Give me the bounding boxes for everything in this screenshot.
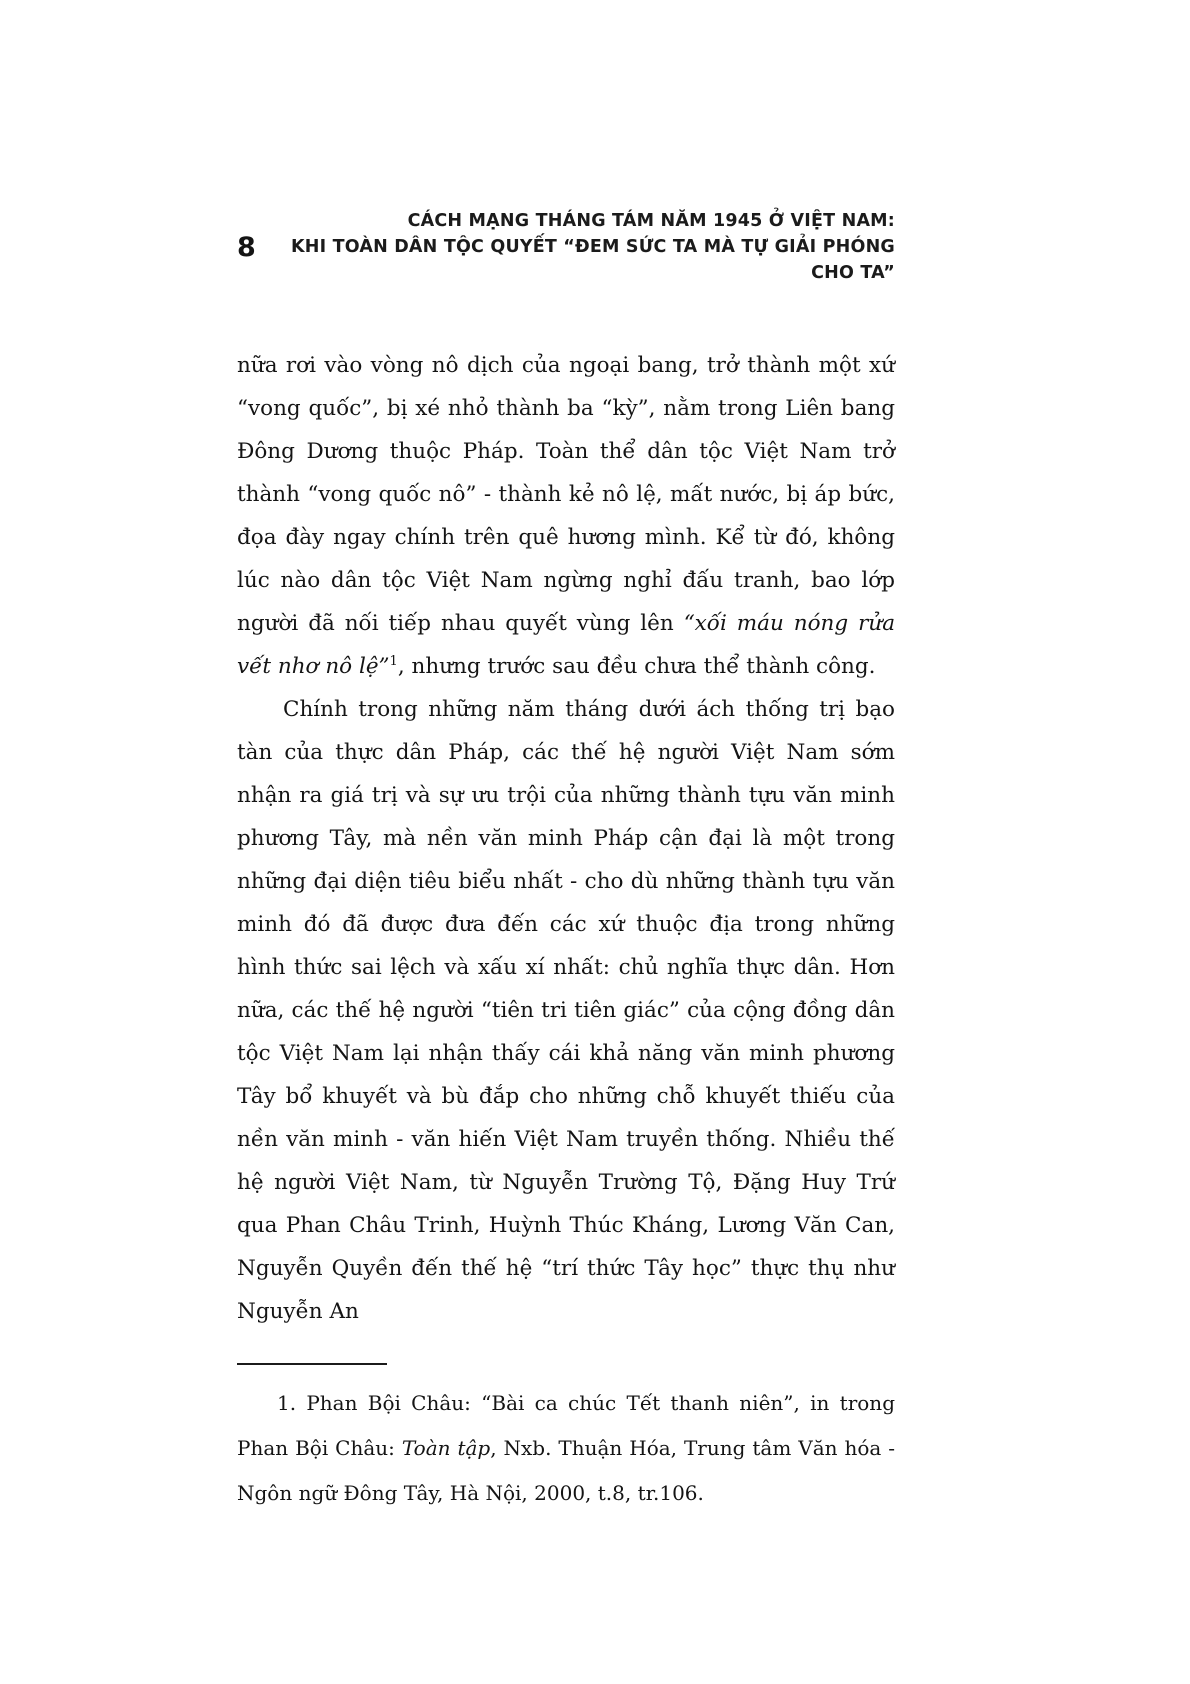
running-title [276,208,895,286]
footnote-text-end: , Nxb. Thuận Hóa, Trung tâm Văn hóa - Ngôn ngữ Đông Tây, Hà Nội, 2000, t.8, tr.106. [237,1436,895,1505]
footnote-separator [237,1363,387,1365]
page-number: 8 [237,231,256,263]
body-text [237,344,895,1333]
paragraph-1-text-end: , nhưng trước sau đều chưa thể thành công. [397,654,876,679]
running-title-line1: CÁCH MẠNG THÁNG TÁM NĂM 1945 Ở VIỆT NAM: [407,211,895,231]
running-title-line2: KHI TOÀN DÂN TỘC QUYẾT “ĐEM SỨC TA MÀ TỰ GIẢI PHÓNG CHO TA” [290,237,895,283]
italic-quote: “xối máu nóng rửa vết nhơ nô lệ” [237,611,896,679]
footnote [237,1381,895,1516]
paragraph-2: Chính trong những năm tháng dưới ách thống trị bạo tàn của thực dân Pháp, các thế hệ người Việt Nam sớm nhận ra giá trị và sự ưu trội của những thành tựu văn minh phương Tây, mà nền văn minh Pháp cận đại là một trong những đại diện tiêu biểu nhất - cho dù những thành tựu văn minh đó đã được đưa đến các xứ thuộc địa trong những hình thức sai lệch và xấu xí nhất: chủ nghĩa thực dân. Hơn nữa, các thế hệ người “tiên tri tiên giác” của cộng đồng dân tộc Việt Nam lại nhận thấy cái khả năng văn minh phương Tây bổ khuyết và bù đắp cho những chỗ khuyết thiếu của nền văn minh - văn hiến Việt Nam truyền thống. Nhiều thế hệ người Việt Nam, từ Nguyễn Trường Tộ, Đặng Huy Trứ qua Phan Châu Trinh, Huỳnh Thúc Kháng, Lương Văn Can, Nguyễn Quyền đến thế hệ “trí thức Tây học” thực thụ như Nguyễn An [237,697,895,1324]
footnote-reference-mark: 1 [389,653,398,669]
footnote-text-start: 1. Phan Bội Châu: “Bài ca chúc Tết thanh niên”, in trong Phan Bội Châu: [237,1391,895,1460]
footnote-block [237,1363,895,1516]
paragraph-1 [237,344,895,688]
content-column [237,208,895,1516]
footnote-italic-title: Toàn tập [401,1436,491,1460]
running-header [237,208,895,286]
paragraph-1-text: nữa rơi vào vòng nô dịch của ngoại bang, trở thành một xứ “vong quốc”, bị xé nhỏ thành ba “kỳ”, nằm trong Liên bang Đông Dương thuộc Pháp. Toàn thể dân tộc Việt Nam trở thành “vong quốc nô” - thành kẻ nô lệ, mất nước, bị áp bức, đọa đày ngay chính trên quê hương mình. Kể từ đó, không lúc nào dân tộc Việt Nam ngừng nghỉ đấu tranh, bao lớp người đã nối tiếp nhau quyết vùng lên [237,353,895,636]
